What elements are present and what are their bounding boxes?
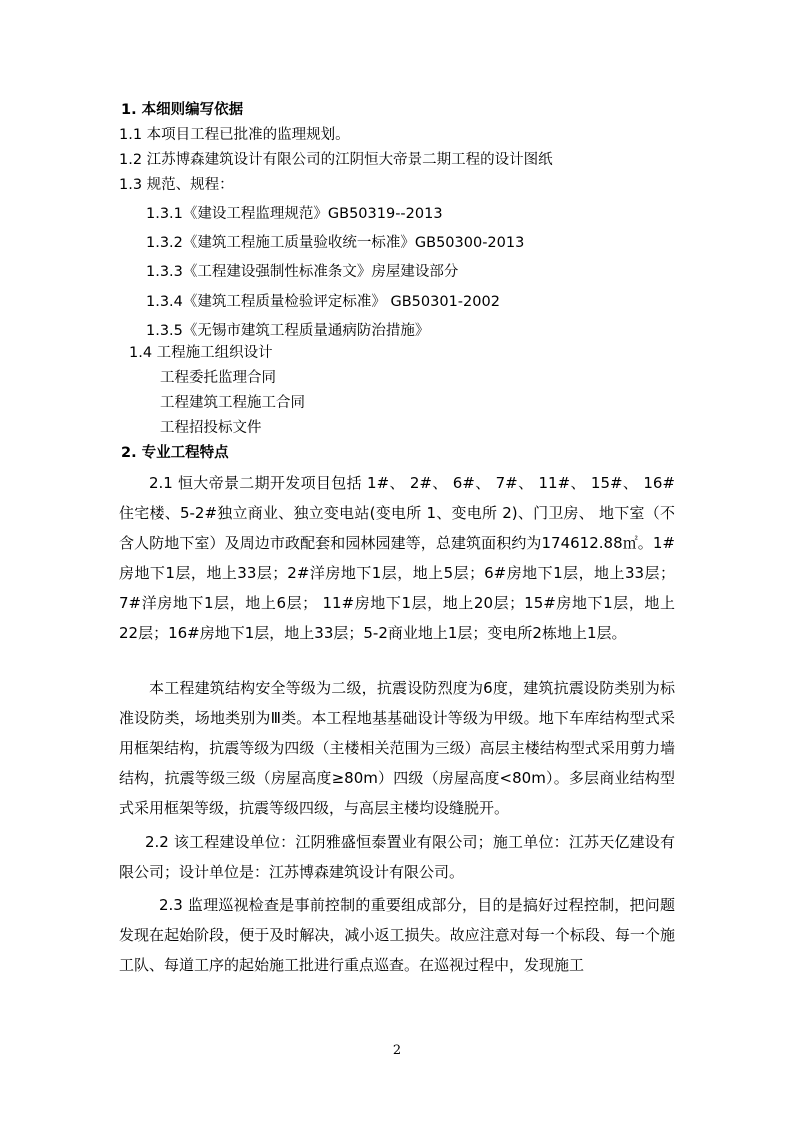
list-item: 1.2 江苏博森建筑设计有限公司的江阴恒大帝景二期工程的设计图纸 bbox=[119, 152, 553, 168]
paragraph-2-1: 2.1 恒大帝景二期开发项目包括 1#、 2#、 6#、 7#、 11#、 15#、 16#住宅楼、5-2#独立商业、独立变电站(变电所 1、变电所 2)、门卫房、 地下室（不含人防地下室）及周边市政配套和园林园建等，总建筑面积约为174612.88㎡。1#房地下1层，地上33层；2#洋房地下1层，地上5层；6#房地下1层，地上33层；7#洋房地下1层，地上6层； 11#房地下1层，地上20层；15#房地下1层，地上22层；16#房地下1层，地上33层；5-2商业地上1层；变电所2栋地上1层。 bbox=[119, 474, 675, 642]
list-item: 1.3.1《建设工程监理规范》GB50319--2013 bbox=[146, 206, 443, 222]
paragraph-2-3: 2.3 监理巡视检查是事前控制的重要组成部分，目的是搞好过程控制，把问题发现在起始阶段，便于及时解决，减小返工损失。故应注意对每一个标段、每一个施工队、每道工序的起始施工批进行重点巡查。在巡视过程中，发现施工 bbox=[119, 896, 675, 974]
list-item: 工程委托监理合同 bbox=[160, 370, 276, 386]
section-1-heading: 1. 本细则编写依据 bbox=[121, 102, 244, 118]
list-item: 1.3 规范、规程： bbox=[119, 177, 234, 193]
paragraph-2-2: 2.2 该工程建设单位：江阴雅盛恒泰置业有限公司；施工单位：江苏天亿建设有限公司；设计单位是：江苏博森建筑设计有限公司。 bbox=[119, 833, 675, 881]
list-item: 1.3.2《建筑工程施工质量验收统一标准》GB50300-2013 bbox=[146, 235, 525, 251]
paragraph-structure: 本工程建筑结构安全等级为二级，抗震设防烈度为6度，建筑抗震设防类别为标准设防类，场地类别为Ⅲ类。本工程地基基础设计等级为甲级。地下车库结构型式采用框架结构，抗震等级为四级（主楼相关范围为三级）高层主楼结构型式采用剪力墙结构，抗震等级三级（房屋高度≥80m）四级（房屋高度<80m）。多层商业结构型式采用框架等级，抗震等级四级，与高层主楼均设缝脱开。 bbox=[119, 679, 675, 817]
page-number: 2 bbox=[392, 1043, 402, 1058]
list-item: 1.3.4《建筑工程质量检验评定标准》 GB50301-2002 bbox=[146, 294, 500, 310]
list-item: 1.1 本项目工程已批准的监理规划。 bbox=[119, 127, 350, 143]
list-item: 工程建筑工程施工合同 bbox=[160, 395, 305, 411]
list-item: 工程招投标文件 bbox=[160, 420, 262, 436]
list-item: 1.4 工程施工组织设计 bbox=[129, 345, 273, 361]
list-item: 1.3.5《无锡市建筑工程质量通病防治措施》 bbox=[146, 323, 430, 339]
list-item: 1.3.3《工程建设强制性标准条文》房屋建设部分 bbox=[146, 264, 459, 280]
section-2-heading: 2. 专业工程特点 bbox=[121, 445, 229, 461]
